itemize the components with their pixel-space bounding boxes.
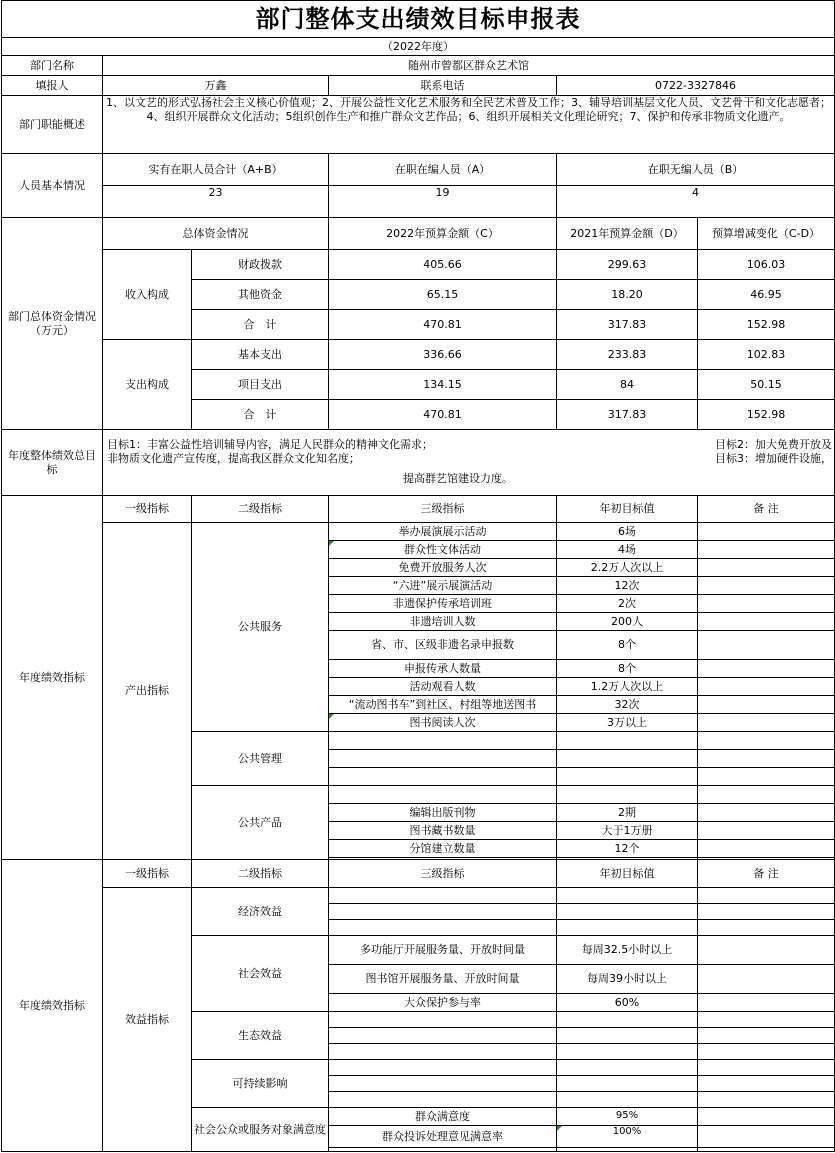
indicator-name: “六进”展示展演活动 [329,577,557,595]
header-note: 备 注 [698,496,835,523]
goals-cell [103,430,835,496]
indicator-target [557,920,698,936]
effect-label: 效益指标 [103,888,192,1152]
indicator-note [698,936,835,965]
indicator-target: 2期 [557,804,698,822]
income-name: 其他资金 [192,280,329,310]
funds-diff-header: 预算增减变化（C-D） [698,218,835,250]
indicator-name [329,1044,557,1060]
indicator-note [698,822,835,840]
indicator-name: 群众投诉处理意见满意率 [329,1126,557,1148]
income-d: 299.63 [557,250,698,280]
indicator-name [329,1148,557,1152]
staff-onbudget-value: 19 [329,186,557,218]
indicator-name: 活动观看人数 [329,678,557,696]
satisfaction-label: 社会公众或服务对象满意度 [192,1108,329,1152]
indicator-note [698,577,835,595]
income-d: 18.20 [557,280,698,310]
indicator-target: 大于1万册 [557,822,698,840]
year-label: （2022年度） [2,38,835,56]
indicator-target [557,1044,698,1060]
indicator-note [698,714,835,732]
expense-diff: 102.83 [698,340,835,370]
header-level3: 三级指标 [329,860,557,888]
indicator-name [329,732,557,750]
staff-total-value: 23 [103,186,329,218]
indicator-target: 60% [557,994,698,1012]
duties-text: 1、以文艺的形式弘扬社会主义核心价值观；2、开展公益性文化艺术服务和全民艺术普及工作；3、辅导培训基层文化人员、文艺骨干和文化志愿者；4、组织开展群众文化活动；5组织创作生产和推广群众文艺作品；6、组织开展相关文化理论研究；7、保护和传承非物质文化遗产。 [103,96,835,154]
indicator-name: 申报传承人数量 [329,660,557,678]
income-diff: 46.95 [698,280,835,310]
filler-label: 填报人 [2,76,103,96]
indicator-target [557,768,698,786]
indicator-name [329,750,557,768]
expense-diff: 152.98 [698,400,835,430]
indicator-target [557,1012,698,1028]
public-service-label: 公共服务 [192,523,329,732]
filler-value: 万鑫 [103,76,329,96]
indicator-note [698,965,835,994]
indicator-target [557,1148,698,1152]
econ-label: 经济效益 [192,888,329,936]
indicator-target [557,732,698,750]
indicator-note [698,1012,835,1028]
report-table [1,0,835,1152]
indicator-note [698,1108,835,1126]
indicator-target: 200人 [557,613,698,631]
indicator-target: 2.2万人次以上 [557,559,698,577]
indicator-name: 大众保护参与率 [329,994,557,1012]
indicator-target [557,904,698,920]
indicator-target: 8个 [557,631,698,660]
indicator-name [329,920,557,936]
indicator-name: 省、市、区级非遗名录申报数 [329,631,557,660]
perf-label-output: 年度绩效指标 [2,496,103,860]
header-level1: 一级指标 [103,860,192,888]
indicator-name [329,888,557,904]
indicator-target: 1.2万人次以上 [557,678,698,696]
indicator-target [557,750,698,768]
expense-d: 84 [557,370,698,400]
indicator-note [698,994,835,1012]
header-level2: 二级指标 [192,496,329,523]
indicator-name: 举办展演展示活动 [329,523,557,541]
indicator-name [329,768,557,786]
dept-name-value: 随州市曾都区群众艺术馆 [103,56,835,76]
phone-value: 0722-3327846 [557,76,835,96]
income-label: 收入构成 [103,250,192,340]
indicator-name: 编辑出版刊物 [329,804,557,822]
indicator-note [698,523,835,541]
income-d: 317.83 [557,310,698,340]
income-name: 财政拨款 [192,250,329,280]
funds-2022-header: 2022年预算金额（C） [329,218,557,250]
indicator-name: 图书馆开展服务量、开放时间量 [329,965,557,994]
income-c: 470.81 [329,310,557,340]
indicator-name [329,786,557,804]
indicator-note [698,1092,835,1108]
indicator-target: 8个 [557,660,698,678]
goal-1-line-a: 目标1：丰富公益性培训辅导内容，满足人民群众的精神文化需求； [107,438,433,451]
public-mgmt-label: 公共管理 [192,732,329,786]
indicator-note [698,1076,835,1092]
indicator-name [329,1060,557,1076]
income-c: 405.66 [329,250,557,280]
indicator-name: 图书阅读人次 [329,714,557,732]
indicator-target: 每周32.5小时以上 [557,936,698,965]
indicator-note [698,904,835,920]
indicator-name [329,1092,557,1108]
income-name: 合 计 [192,310,329,340]
expense-c: 470.81 [329,400,557,430]
staff-offbudget-header: 在职无编人员（B） [557,154,835,186]
duties-label: 部门职能概述 [2,96,103,154]
indicator-name: 非遗培训人数 [329,613,557,631]
indicator-target [557,888,698,904]
expense-d: 233.83 [557,340,698,370]
indicator-target: 100% [557,1126,698,1148]
output-label: 产出指标 [103,523,192,860]
indicator-target: 12个 [557,840,698,858]
indicator-note [698,1060,835,1076]
indicator-name: 分馆建立数量 [329,840,557,858]
header-target: 年初目标值 [557,860,698,888]
indicator-note [698,920,835,936]
header-note: 备 注 [698,860,835,888]
indicator-name: 图书藏书数量 [329,822,557,840]
eco-label: 生态效益 [192,1012,329,1060]
page-title: 部门整体支出绩效目标申报表 [2,1,835,38]
expense-diff: 50.15 [698,370,835,400]
indicator-note [698,541,835,559]
indicator-name: 多功能厅开展服务量、开放时间量 [329,936,557,965]
goals-label: 年度整体绩效总目标 [2,430,103,496]
indicator-note [698,804,835,822]
dept-name-label: 部门名称 [2,56,103,76]
staff-offbudget-value: 4 [557,186,835,218]
indicator-note [698,840,835,858]
indicator-note [698,768,835,786]
expense-c: 134.15 [329,370,557,400]
expense-label: 支出构成 [103,340,192,430]
indicator-note [698,888,835,904]
indicator-target [557,786,698,804]
indicator-target: 6场 [557,523,698,541]
public-product-label: 公共产品 [192,786,329,860]
indicator-note [698,1148,835,1152]
funds-2021-header: 2021年预算金额（D） [557,218,698,250]
income-c: 65.15 [329,280,557,310]
header-target: 年初目标值 [557,496,698,523]
indicator-note [698,678,835,696]
indicator-target: 95% [557,1108,698,1126]
funds-header: 总体资金情况 [103,218,329,250]
goal-1 [107,438,433,467]
expense-c: 336.66 [329,340,557,370]
perf-label-effect: 年度绩效指标 [2,860,103,1152]
goal-3: 目标3：增加硬件设施， [715,452,832,466]
indicator-note [698,732,835,750]
indicator-name: 群众满意度 [329,1108,557,1126]
sustain-label: 可持续影响 [192,1060,329,1108]
indicator-note [698,595,835,613]
indicator-target: 32次 [557,696,698,714]
indicator-note [698,696,835,714]
indicator-name [329,1028,557,1044]
indicator-note [698,1126,835,1148]
indicator-name [329,1012,557,1028]
indicator-target: 3万以上 [557,714,698,732]
funds-label: 部门总体资金情况（万元） [2,218,103,430]
staff-label: 人员基本情况 [2,154,103,218]
indicator-note [698,786,835,804]
phone-label: 联系电话 [329,76,557,96]
income-diff: 106.03 [698,250,835,280]
indicator-target: 12次 [557,577,698,595]
goal-1-line-b: 非物质文化遗产宣传度，提高我区群众文化知名度； [107,452,360,466]
indicator-note [698,631,835,660]
social-label: 社会效益 [192,936,329,1012]
indicator-note [698,660,835,678]
indicator-name: 非遗保护传承培训班 [329,595,557,613]
indicator-name: 免费开放服务人次 [329,559,557,577]
staff-onbudget-header: 在职在编人员（A） [329,154,557,186]
indicator-note [698,613,835,631]
expense-name: 合 计 [192,400,329,430]
expense-name: 项目支出 [192,370,329,400]
header-level3: 三级指标 [329,496,557,523]
indicator-name [329,904,557,920]
indicator-target [557,1060,698,1076]
indicator-target: 每周39小时以上 [557,965,698,994]
indicator-name: “流动图书车”到社区、村组等地送图书 [329,696,557,714]
goal-2-3 [715,438,832,467]
goal-1-line-c: 提高群艺馆建设力度。 [403,472,513,485]
expense-name: 基本支出 [192,340,329,370]
indicator-note [698,750,835,768]
indicator-name [329,1076,557,1092]
expense-d: 317.83 [557,400,698,430]
header-level1: 一级指标 [103,496,192,523]
indicator-target [557,1076,698,1092]
indicator-name: 群众性文体活动 [329,541,557,559]
indicator-target: 2次 [557,595,698,613]
indicator-target [557,1028,698,1044]
indicator-target: 4场 [557,541,698,559]
income-diff: 152.98 [698,310,835,340]
indicator-target [557,1092,698,1108]
indicator-note [698,1044,835,1060]
goal-2: 目标2：加大免费开放及 [715,438,832,451]
header-level2: 二级指标 [192,860,329,888]
indicator-note [698,1028,835,1044]
indicator-note [698,559,835,577]
staff-total-header: 实有在职人员合计（A+B） [103,154,329,186]
